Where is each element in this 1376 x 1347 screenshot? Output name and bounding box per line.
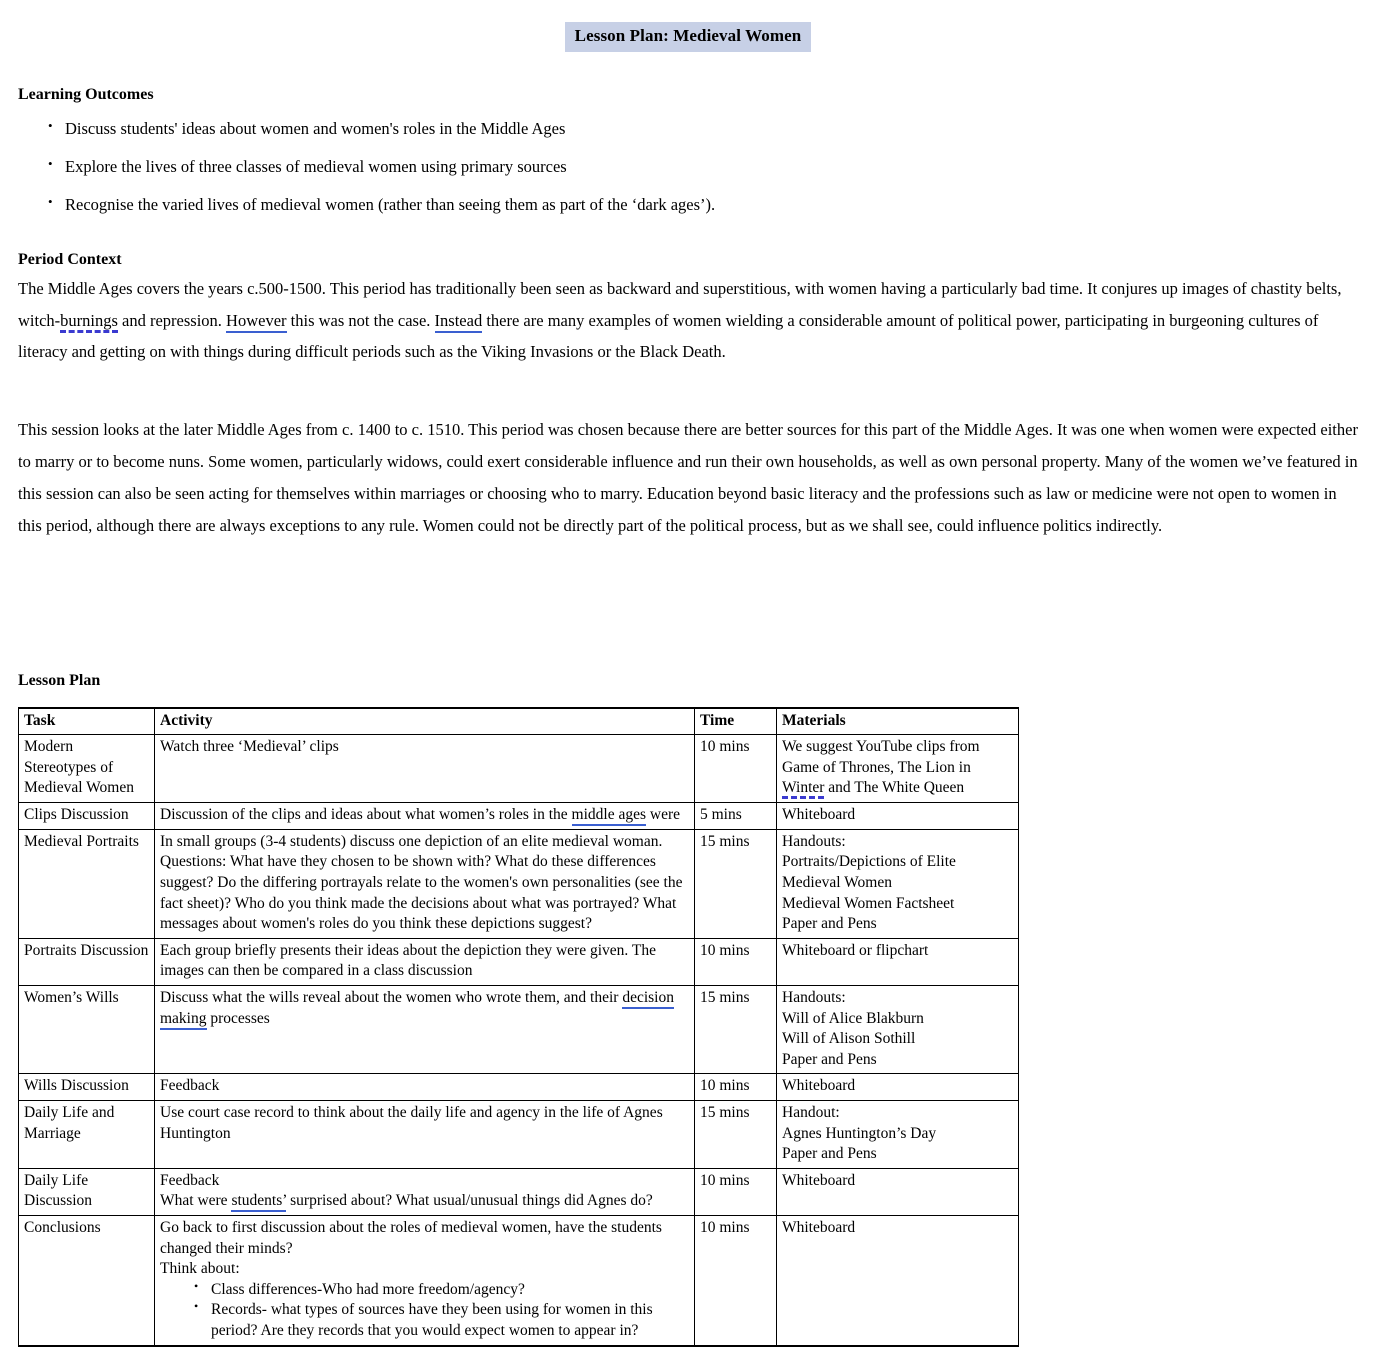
- cell-materials: Whiteboard: [777, 1168, 1019, 1215]
- activity-text-part: processes: [206, 1009, 270, 1027]
- cell-activity: Each group briefly presents their ideas about the depiction they were given. The images can then be compared in a class discussion: [155, 938, 695, 985]
- paragraph-text-part: there are many examples of women wielding a considerable amount of political power, participating in burgeoning cultures of literacy and getting on with things during difficult periods such as the Viking Invasions or the Black Death.: [18, 310, 1319, 362]
- cell-activity: In small groups (3-4 students) discuss one depiction of an elite medieval woman. Questions: What have they chosen to be shown with? What do these differences suggest? Do the differing portrayals relate to the women's own personalities (see the fact sheet)? Who do you think made the decisions about what was portrayed? What messages about women's roles do you think these depictions suggest?: [155, 829, 695, 938]
- materials-line: Will of Alison Sothill: [782, 1030, 916, 1048]
- column-header-materials: Materials: [777, 708, 1019, 735]
- grammar-marked-word[interactable]: decision making: [160, 989, 674, 1030]
- cell-activity: [155, 803, 695, 830]
- spellcheck-marked-word[interactable]: Winter: [782, 779, 824, 799]
- lesson-plan-table: [18, 707, 1019, 1347]
- cell-task: Portraits Discussion: [19, 938, 155, 985]
- cell-task: Wills Discussion: [19, 1074, 155, 1101]
- cell-materials: Whiteboard: [777, 1074, 1019, 1101]
- materials-line: Portraits/Depictions of Elite Medieval Women: [782, 853, 956, 891]
- page-title: Lesson Plan: Medieval Women: [565, 22, 812, 52]
- materials-line: Handout:: [782, 1104, 840, 1121]
- table-row: [19, 1101, 1019, 1169]
- cell-materials: Whiteboard or flipchart: [777, 938, 1019, 985]
- cell-activity: Use court case record to think about the daily life and agency in the life of Agnes Huntington: [155, 1101, 695, 1169]
- table-row: [19, 1074, 1019, 1101]
- grammar-marked-word[interactable]: students’: [231, 1192, 286, 1212]
- cell-time: 5 mins: [695, 803, 777, 830]
- materials-line: Paper and Pens: [782, 1145, 877, 1163]
- grammar-marked-word[interactable]: Instead: [435, 311, 483, 333]
- period-context-paragraph-1: [18, 273, 1358, 369]
- cell-task: Women’s Wills: [19, 985, 155, 1073]
- cell-task: Daily Life and Marriage: [19, 1101, 155, 1169]
- cell-materials: Whiteboard: [777, 1216, 1019, 1346]
- cell-time: 10 mins: [695, 1074, 777, 1101]
- materials-line: Paper and Pens: [782, 915, 877, 933]
- table-row: [19, 1168, 1019, 1215]
- activity-bullet-list: [160, 1280, 689, 1342]
- materials-line: Handouts:: [782, 988, 846, 1006]
- cell-activity: [155, 985, 695, 1073]
- list-item: • Records- what types of sources have they been using for women in this period? Are they records that you would expect women to appear in?: [160, 1300, 689, 1341]
- cell-task: Modern Stereotypes of Medieval Women: [19, 735, 155, 803]
- cell-activity: Watch three ‘Medieval’ clips: [155, 735, 695, 803]
- table-row: [19, 803, 1019, 830]
- activity-text-part: Discuss what the wills reveal about the women who wrote them, and their: [160, 988, 623, 1006]
- table-row: [19, 985, 1019, 1073]
- list-item: • Recognise the varied lives of medieval women (rather than seeing them as part of the ‘dark ages’).: [18, 194, 1358, 216]
- cell-materials: [777, 985, 1019, 1073]
- table-row: [19, 1216, 1019, 1346]
- activity-text-part: were: [646, 806, 681, 824]
- activity-text-part: surprised about? What usual/unusual things did Agnes do?: [286, 1192, 653, 1210]
- learning-outcomes-list: [18, 118, 1358, 217]
- paragraph-text-part: and repression.: [117, 310, 227, 330]
- table-row: [19, 938, 1019, 985]
- cell-materials: [777, 735, 1019, 803]
- cell-time: 10 mins: [695, 938, 777, 985]
- materials-text-part: and The White Queen: [824, 779, 965, 797]
- column-header-task: Task: [19, 708, 155, 735]
- column-header-activity: Activity: [155, 708, 695, 735]
- cell-activity: [155, 1216, 695, 1346]
- activity-text-part: What were: [160, 1192, 232, 1210]
- document-title-bar: [0, 0, 1376, 52]
- table-row: [19, 829, 1019, 938]
- activity-line: Go back to first discussion about the roles of medieval women, have the students changed their minds?: [160, 1219, 662, 1257]
- cell-task: Daily Life Discussion: [19, 1168, 155, 1215]
- list-item: • Discuss students' ideas about women and women's roles in the Middle Ages: [18, 118, 1358, 140]
- lesson-plan-section: [18, 672, 1358, 1347]
- activity-line: Feedback: [160, 1171, 220, 1189]
- activity-text-part: Discussion of the clips and ideas about what women’s roles in the: [160, 806, 572, 824]
- cell-time: 10 mins: [695, 735, 777, 803]
- materials-line: Medieval Women Factsheet: [782, 894, 955, 912]
- cell-time: 15 mins: [695, 1101, 777, 1169]
- grammar-marked-word[interactable]: However: [226, 311, 286, 333]
- cell-task: Conclusions: [19, 1216, 155, 1346]
- table-row: [19, 735, 1019, 803]
- materials-line: Paper and Pens: [782, 1050, 877, 1068]
- spellcheck-marked-word[interactable]: burnings: [60, 311, 118, 333]
- list-item: • Explore the lives of three classes of medieval women using primary sources: [18, 156, 1358, 178]
- materials-line: Will of Alice Blakburn: [782, 1009, 924, 1027]
- cell-activity: Feedback: [155, 1074, 695, 1101]
- cell-time: 15 mins: [695, 829, 777, 938]
- cell-activity: [155, 1168, 695, 1215]
- cell-time: 10 mins: [695, 1168, 777, 1215]
- cell-materials: [777, 1101, 1019, 1169]
- cell-task: Clips Discussion: [19, 803, 155, 830]
- activity-line: [160, 1191, 689, 1212]
- lesson-plan-heading: Lesson Plan: [18, 671, 101, 689]
- paragraph-text-part: this was not the case.: [286, 310, 435, 330]
- period-context-heading: Period Context: [18, 250, 122, 268]
- table-header-row: [19, 708, 1019, 735]
- materials-line: Agnes Huntington’s Day: [782, 1124, 937, 1142]
- period-context-paragraph-2: This session looks at the later Middle Ages from c. 1400 to c. 1510. This period was chosen because there are better sources for this part of the Middle Ages. It was one when women were expected either to marry or to become nuns. Some women, particularly widows, could exert considerable influence and run their own households, as well as own personal property. Many of the women we’ve featured in this session can also be seen acting for themselves within marriages or choosing who to marry. Education beyond basic literacy and the professions such as law or medicine were not open to women in this period, although there are always exceptions to any rule. Women could not be directly part of the political process, but as we shall see, could influence politics indirectly.: [18, 420, 1358, 535]
- cell-time: 10 mins: [695, 1216, 777, 1346]
- cell-materials: Whiteboard: [777, 803, 1019, 830]
- list-item: • Class differences-Who had more freedom/agency?: [160, 1280, 689, 1301]
- learning-outcomes-heading: Learning Outcomes: [18, 85, 154, 103]
- column-header-time: Time: [695, 708, 777, 735]
- cell-task: Medieval Portraits: [19, 829, 155, 938]
- materials-text-part: We suggest YouTube clips from Game of Thrones, The Lion in: [782, 738, 980, 776]
- cell-time: 15 mins: [695, 985, 777, 1073]
- cell-materials: [777, 829, 1019, 938]
- activity-line: Think about:: [160, 1260, 240, 1278]
- grammar-marked-word[interactable]: middle ages: [572, 806, 646, 826]
- document-body: [0, 86, 1376, 1347]
- materials-line: Handouts:: [782, 832, 846, 850]
- paragraph-text-part: The Middle Ages covers the years c.500-1500. This period has traditionally been seen as backward and superstitious, with women having a particularly bad time. It conjures up images of chastity belts, witch-: [18, 278, 1342, 330]
